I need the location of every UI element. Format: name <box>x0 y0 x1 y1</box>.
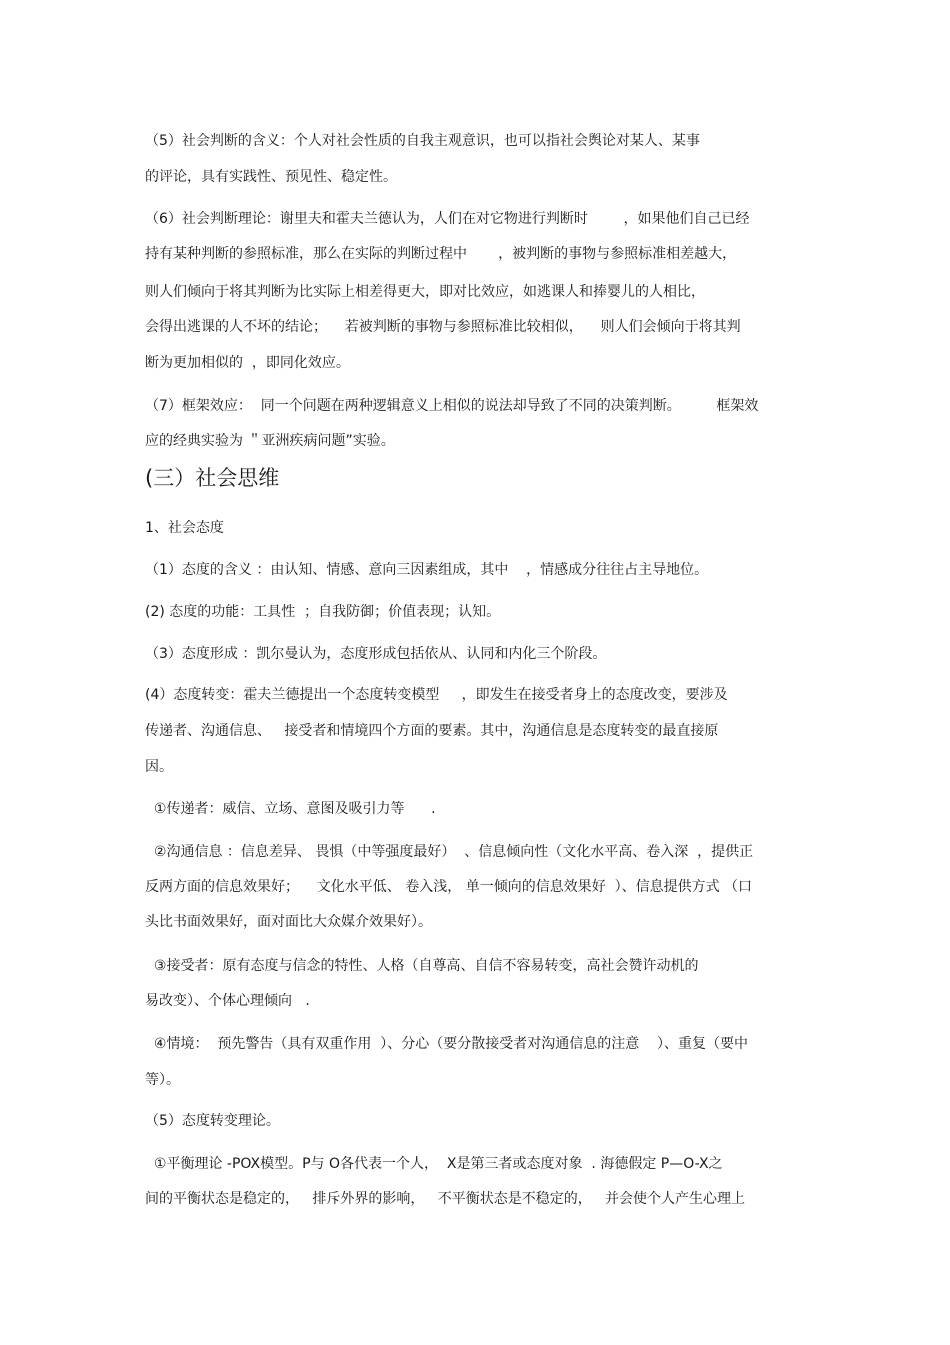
text-line: （1）态度的含义 ：由认知、情感、意向三因素组成，其中 ，情感成分往往占主导地位。 <box>145 562 709 578</box>
text-line: 会得出逃课的人不坏的结论； 若被判断的事物与参照标准比较相似， 则人们会倾向于将其判 <box>145 319 741 335</box>
text-line: 的评论，具有实践性、预见性、稳定性。 <box>145 169 397 185</box>
text-line: ④情境： 预先警告（具有双重作用 ）、分心（要分散接受者对沟通信息的注意 ）、重复（要中 <box>145 1036 749 1052</box>
text-line: 断为更加相似的 ，即同化效应。 <box>145 355 350 371</box>
section-heading: (三）社会思维 <box>145 466 280 490</box>
text-line: 间的平衡状态是稳定的， 排斥外界的影响， 不平衡状态是不稳定的， 并会使个人产生心理上 <box>145 1191 746 1207</box>
text-line: （7）框架效应： 同一个问题在两种逻辑意义上相似的说法却导致了不同的决策判断。 框架效 <box>145 398 759 414</box>
text-line: 因。 <box>145 759 173 775</box>
text-line: 持有某种判断的参照标准，那么在实际的判断过程中 ，被判断的事物与参照标准相差越大， <box>145 246 737 262</box>
text-line: ②沟通信息 ：信息差异、 畏惧（中等强度最好） 、信息倾向性（文化水平高、卷入深 ，提供正 <box>145 844 754 860</box>
text-line: 易改变）、个体心理倾向 . <box>145 993 310 1009</box>
text-line: 头比书面效果好，面对面比大众媒介效果好）。 <box>145 914 432 930</box>
text-line: （3）态度形成 ：凯尔曼认为，态度形成包括依从、认同和内化三个阶段。 <box>145 646 607 662</box>
text-line: （5）态度转变理论。 <box>145 1113 280 1129</box>
text-line: (4）态度转变：霍夫兰德提出一个态度转变模型 ，即发生在接受者身上的态度改变，要涉及 <box>145 687 728 703</box>
text-line: （6）社会判断理论：谢里夫和霍夫兰德认为，人们在对它物进行判断时 ，如果他们自己已经 <box>145 211 750 227</box>
text-line: (2) 态度的功能：工具性 ；自我防御；价值表现；认知。 <box>145 604 501 620</box>
text-line: （5）社会判断的含义：个人对社会性质的自我主观意识，也可以指社会舆论对某人、某事 <box>145 133 700 149</box>
text-line: 等）。 <box>145 1072 180 1088</box>
text-line: 应的经典实验为 ＂亚洲疾病问题”实验。 <box>145 433 395 449</box>
text-line: ①平衡理论 -POX模型。P与 O各代表一个人， X是第三者或态度对象 . 海德假定 P—O-X之 <box>145 1156 723 1172</box>
text-line: ①传递者：威信、立场、意图及吸引力等 . <box>145 801 436 817</box>
text-line: ③接受者：原有态度与信念的特性、人格（自尊高、自信不容易转变，高社会赞许动机的 <box>145 958 699 974</box>
text-line: 反两方面的信息效果好； 文化水平低、 卷入浅， 单一倾向的信息效果好 ）、信息提供方式 （口 <box>145 879 753 895</box>
subsection-heading: 1、社会态度 <box>145 520 224 536</box>
text-line: 传递者、沟通信息、 接受者和情境四个方面的要素。其中，沟通信息是态度转变的最直接原 <box>145 723 719 739</box>
text-line: 则人们倾向于将其判断为比实际上相差得更大，即对比效应，如逃课人和捧婴儿的人相比， <box>145 284 705 300</box>
